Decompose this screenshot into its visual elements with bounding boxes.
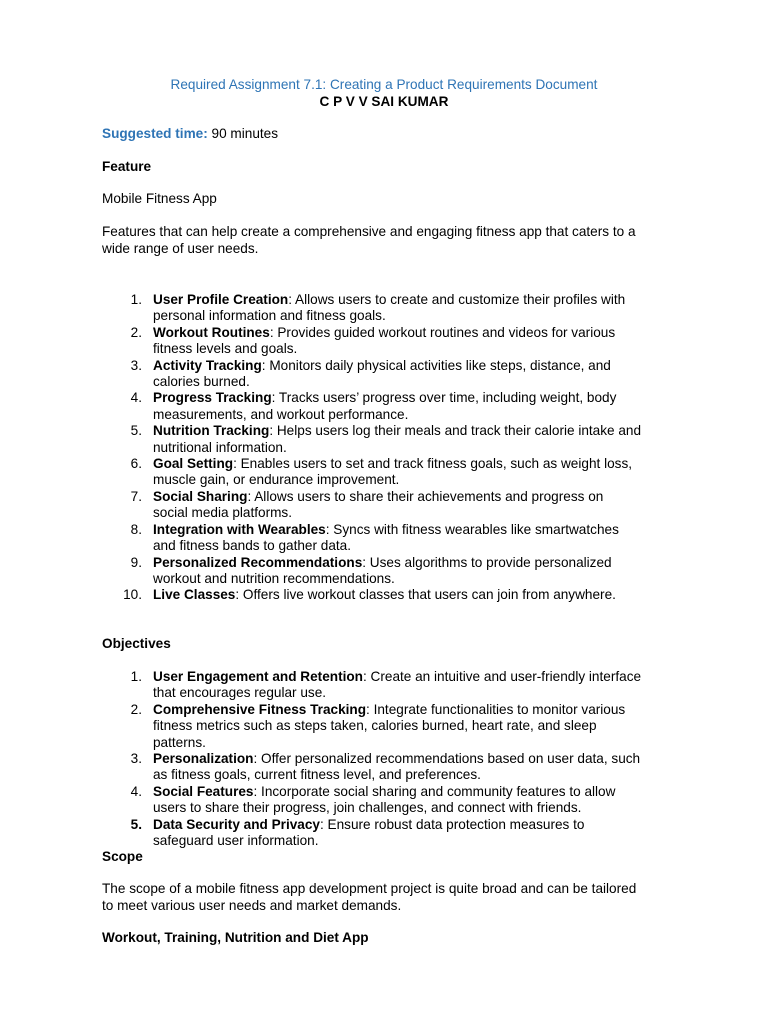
feature-list xyxy=(102,292,672,604)
list-number: 7. xyxy=(130,488,142,504)
objectives-heading: Objectives xyxy=(102,636,171,651)
item-text: : Allows users to create and customize their profiles with xyxy=(288,292,626,307)
list-number: 4. xyxy=(130,783,142,799)
item-text: social media platforms. xyxy=(153,505,293,521)
list-item xyxy=(102,292,672,325)
item-text: : Helps users log their meals and track their calorie intake and xyxy=(269,423,642,439)
item-title: Nutrition Tracking xyxy=(153,423,270,439)
list-number: 3. xyxy=(130,357,142,373)
list-item xyxy=(102,358,672,391)
list-number: 3. xyxy=(130,751,142,767)
workout-heading: Workout, Training, Nutrition and Diet App xyxy=(102,930,369,945)
list-item xyxy=(102,522,672,555)
item-text: : Ensure robust data protection measures to xyxy=(319,816,585,832)
list-number: 6. xyxy=(130,456,142,472)
list-number: 2. xyxy=(130,324,142,340)
item-title: Live Classes xyxy=(153,587,236,603)
list-number: 8. xyxy=(130,521,142,537)
item-title: Activity Tracking xyxy=(153,357,262,373)
list-item xyxy=(102,390,672,423)
suggested-time-label: Suggested time: xyxy=(102,126,208,141)
scope-line: to meet various user needs and market demands. xyxy=(102,897,402,913)
list-item xyxy=(102,555,672,588)
feature-heading: Feature xyxy=(102,159,152,174)
feature-intro xyxy=(102,224,672,257)
suggested-time xyxy=(102,126,672,143)
list-item xyxy=(102,456,672,489)
item-text: muscle gain, or endurance improvement. xyxy=(153,472,400,488)
list-item xyxy=(102,423,672,456)
item-title: Workout Routines xyxy=(153,324,270,340)
list-item xyxy=(102,489,672,522)
item-text: workout and nutrition recommendations. xyxy=(153,570,395,586)
item-text: calories burned. xyxy=(153,374,250,390)
item-text: safeguard user information. xyxy=(153,833,319,849)
list-item xyxy=(102,817,672,850)
list-item xyxy=(102,784,672,817)
item-text: : Incorporate social sharing and community features to allow xyxy=(253,783,616,799)
item-title: Social Features xyxy=(153,783,254,799)
list-number: 2. xyxy=(130,701,142,717)
item-text: : Offer personalized recommendations based on user data, such xyxy=(253,751,641,767)
item-text: fitness metrics such as steps taken, calories burned, heart rate, and sleep xyxy=(153,718,597,734)
objectives-list xyxy=(102,669,672,849)
item-title: User Engagement and Retention xyxy=(153,669,363,684)
item-text: : Syncs with fitness wearables like smartwatches xyxy=(325,521,619,537)
item-title: Data Security and Privacy xyxy=(153,816,320,832)
item-title: Social Sharing xyxy=(153,488,248,504)
item-title: Progress Tracking xyxy=(153,390,272,406)
item-text: : Provides guided workout routines and videos for various xyxy=(269,324,616,340)
list-number: 1. xyxy=(130,669,142,684)
item-text: : Uses algorithms to provide personalized xyxy=(362,554,612,570)
feature-intro-line: wide range of user needs. xyxy=(102,240,259,256)
item-title: Personalized Recommendations xyxy=(153,554,363,570)
item-title: Integration with Wearables xyxy=(153,521,326,537)
document-title: Required Assignment 7.1: Creating a Product Requirements Document xyxy=(170,77,598,92)
list-item xyxy=(102,325,672,358)
item-text: : Offers live workout classes that users can join from anywhere. xyxy=(235,587,616,603)
item-text: as fitness goals, current fitness level, and preferences. xyxy=(153,767,481,783)
item-text: : Enables users to set and track fitness goals, such as weight loss, xyxy=(233,456,633,472)
item-text: users to share their progress, join challenges, and connect with friends. xyxy=(153,800,582,816)
item-text: measurements, and workout performance. xyxy=(153,406,409,422)
item-text: personal information and fitness goals. xyxy=(153,308,386,324)
feature-intro-line: Features that can help create a comprehensive and engaging fitness app that caters to a xyxy=(102,224,636,239)
scope-line: The scope of a mobile fitness app development project is quite broad and can be tailored xyxy=(102,881,637,896)
item-text: : Monitors daily physical activities like steps, distance, and xyxy=(261,357,611,373)
item-title: Goal Setting xyxy=(153,456,234,472)
list-item xyxy=(102,669,672,702)
list-number: 10. xyxy=(123,587,142,603)
item-text: : Allows users to share their achievements and progress on xyxy=(247,488,604,504)
scope-paragraph xyxy=(102,881,672,914)
item-text: : Create an intuitive and user-friendly interface xyxy=(362,669,642,684)
suggested-time-value: 90 minutes xyxy=(207,126,279,141)
item-text: nutritional information. xyxy=(153,439,287,455)
item-title: Comprehensive Fitness Tracking xyxy=(153,701,367,717)
item-text: that encourages regular use. xyxy=(153,685,327,701)
list-number: 4. xyxy=(130,390,142,406)
list-number: 5. xyxy=(130,816,142,832)
item-text: fitness levels and goals. xyxy=(153,341,298,357)
scope-heading: Scope xyxy=(102,849,143,864)
item-title: User Profile Creation xyxy=(153,292,289,307)
item-text: and fitness bands to gather data. xyxy=(153,538,352,554)
item-title: Personalization xyxy=(153,751,254,767)
item-text: : Tracks users’ progress over time, including weight, body xyxy=(271,390,617,406)
author-name: C P V V SAI KUMAR xyxy=(319,94,449,109)
list-item xyxy=(102,751,672,784)
list-number: 5. xyxy=(130,423,142,439)
feature-name: Mobile Fitness App xyxy=(102,191,217,206)
list-number: 1. xyxy=(130,292,142,307)
list-item xyxy=(102,587,672,603)
item-text: : Integrate functionalities to monitor various xyxy=(366,701,626,717)
list-number: 9. xyxy=(130,554,142,570)
item-text: patterns. xyxy=(153,734,206,750)
list-item xyxy=(102,702,672,751)
